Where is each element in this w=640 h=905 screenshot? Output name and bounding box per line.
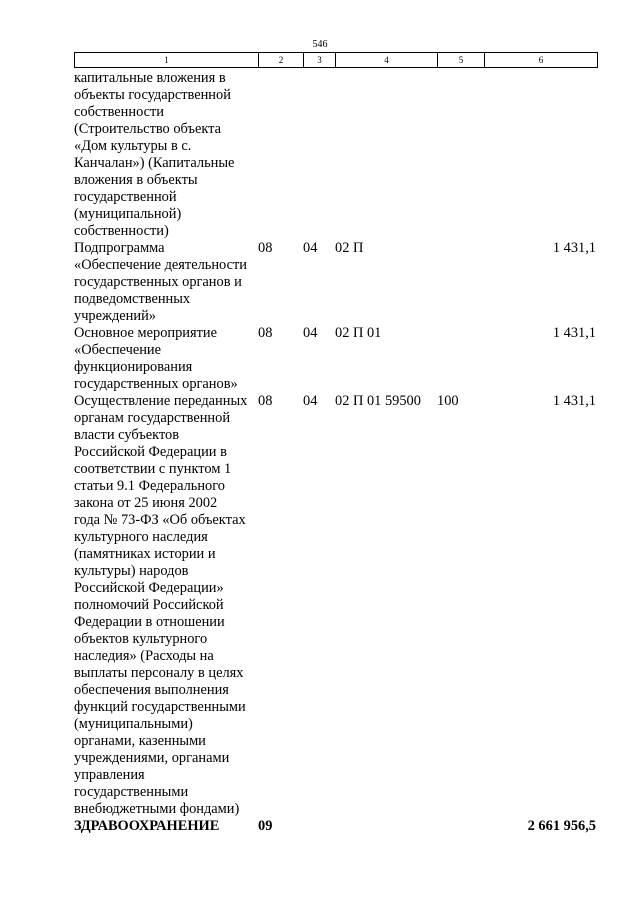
row-amount: 2 661 956,5 <box>527 818 596 834</box>
row-name: ЗДРАВООХРАНЕНИЕ <box>74 818 220 834</box>
row-section: 08 <box>258 325 273 341</box>
row-subsection: 04 <box>303 240 318 256</box>
column-header-4: 4 <box>336 53 438 68</box>
row-name: Осуществление переданных органам государственной власти субъектов Российской Федерации в соответствии с пунктом 1 статьи 9.1 Федерального закона от 25 июня 2002 года № 73-ФЗ «Об объектах культурного наследия (памятниках истории и культуры) народов Российской Федерации» полномочий Российской Федерации в отношении объектов культурного наследия» (Расходы на выплаты персоналу в целях обеспечения выполнения функций государственными (муниципальными) органами, казенными учреждениями, органами управления государственными внебюджетными фондами) <box>74 393 248 817</box>
row-name: капитальные вложения в объекты государственной собственности (Строительство объекта «Дом культуры в с. Канчалан») (Капитальные вложения в объекты государственной (муниципальной) собственности) <box>74 70 235 239</box>
row-expense-type: 100 <box>437 393 459 409</box>
row-amount: 1 431,1 <box>552 240 596 256</box>
table-row <box>74 325 596 393</box>
table-row <box>74 393 596 818</box>
row-target: 02 П 01 59500 <box>335 393 421 409</box>
column-number-header <box>74 52 598 68</box>
column-header-1: 1 <box>75 53 259 68</box>
row-target: 02 П 01 <box>335 325 382 341</box>
column-header-6: 6 <box>485 53 598 68</box>
row-subsection: 04 <box>303 325 318 341</box>
column-header-5: 5 <box>438 53 485 68</box>
row-name: Подпрограмма «Обеспечение деятельности государственных органов и подведомственных учреждений» <box>74 240 247 324</box>
budget-table-body <box>74 70 596 835</box>
table-row <box>74 240 596 325</box>
row-section: 08 <box>258 240 273 256</box>
column-header-2: 2 <box>259 53 304 68</box>
row-amount: 1 431,1 <box>552 325 596 341</box>
column-header-3: 3 <box>304 53 336 68</box>
table-row-section-total <box>74 818 596 835</box>
row-target: 02 П <box>335 240 364 256</box>
page-number: 546 <box>312 39 328 50</box>
row-section: 09 <box>258 818 273 834</box>
row-name: Основное мероприятие «Обеспечение функционирования государственных органов» <box>74 325 238 392</box>
row-subsection: 04 <box>303 393 318 409</box>
row-section: 08 <box>258 393 273 409</box>
table-row <box>74 70 596 240</box>
row-amount: 1 431,1 <box>552 393 596 409</box>
